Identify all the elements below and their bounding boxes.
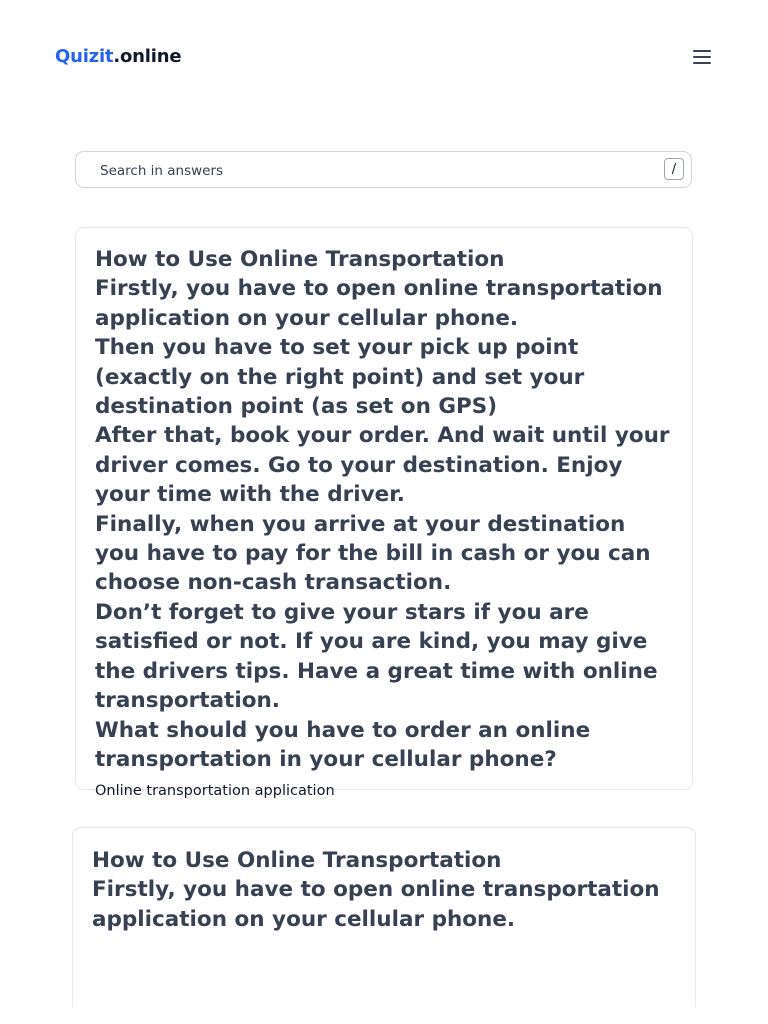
search-input[interactable] [98,158,642,184]
answer-text: Online transportation application [95,783,335,800]
menu-bar [693,50,711,52]
question-line: Firstly, you have to open online transportation application on your cellular phone. [92,877,660,932]
search-box [75,151,692,188]
question-line: What should you have to order an online transportation in your cellular phone? [95,717,591,772]
question-text [95,245,673,774]
question-card[interactable] [75,227,693,800]
question-text [92,846,676,934]
site-logo[interactable] [55,46,181,67]
site-header [55,40,713,76]
search-shortcut-key: / [664,158,684,180]
hamburger-menu-icon[interactable] [693,50,711,64]
question-line: Finally, when you arrive at your destination you have to pay for the bill in cash or you can choose non-cash transaction. [95,511,651,596]
question-line: How to Use Online Transportation [95,247,505,272]
menu-bar [693,56,711,58]
menu-bar [693,62,711,64]
question-line: How to Use Online Transportation [92,848,502,873]
question-line: Don’t forget to give your stars if you are satisfied or not. If you are kind, you may give the drivers tips. Have a great time with online transportation. [95,599,658,714]
question-line: Then you have to set your pick up point (exactly on the right point) and set your destination point (as set on GPS) [95,335,585,420]
question-line: After that, book your order. And wait until your driver comes. Go to your destination. Enjoy your time with the driver. [95,423,670,508]
logo-brand: Quizit [55,46,114,67]
question-card[interactable] [72,827,696,1007]
logo-tld: .online [113,46,182,67]
question-line: Firstly, you have to open online transportation application on your cellular phone. [95,276,663,331]
